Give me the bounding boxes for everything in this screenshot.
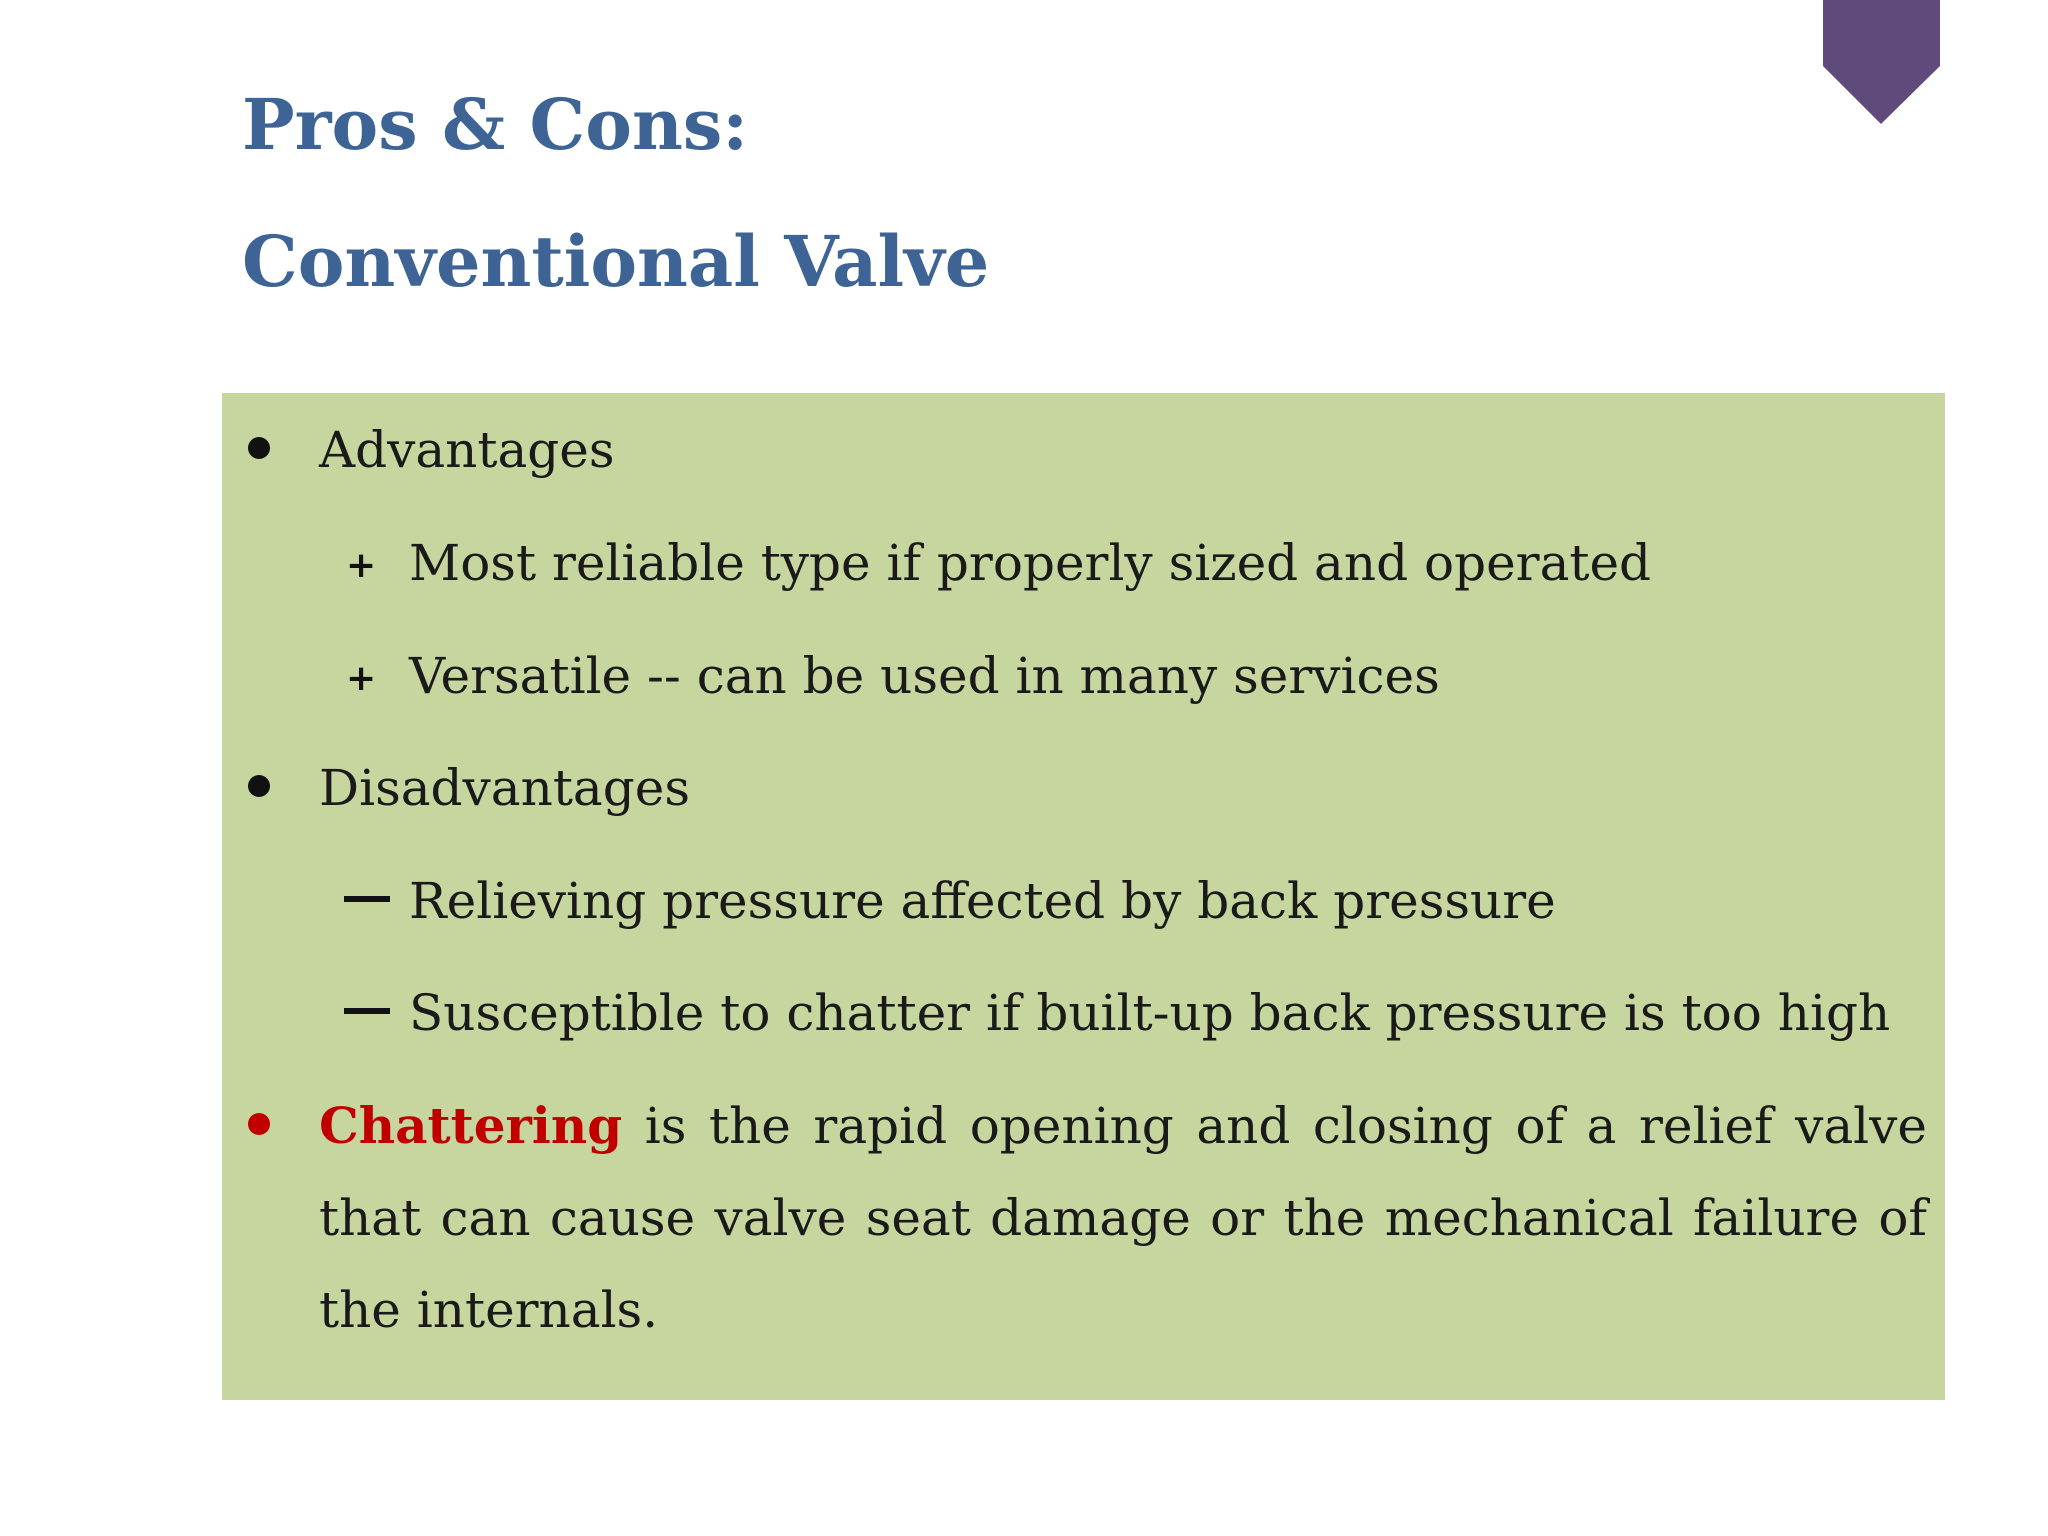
bullet-icon bbox=[248, 775, 270, 797]
content-box bbox=[222, 393, 1945, 1400]
plus-icon: + bbox=[346, 658, 377, 699]
disadvantage-text: Relieving pressure affected by back pressure bbox=[409, 872, 1556, 930]
plus-icon: + bbox=[346, 545, 377, 586]
disadvantage-text: Susceptible to chatter if built-up back pressure is too high bbox=[409, 984, 1891, 1042]
advantage-text: Most reliable type if properly sized and operated bbox=[409, 534, 1652, 592]
bullet-icon bbox=[248, 1113, 270, 1135]
advantage-text: Versatile -- can be used in many services bbox=[409, 647, 1440, 705]
slide-subtitle: Conventional Valve bbox=[242, 220, 990, 303]
bullet-icon bbox=[248, 437, 270, 459]
disadvantages-heading: Disadvantages bbox=[319, 759, 690, 817]
slide-title: Pros & Cons: bbox=[242, 83, 749, 166]
minus-icon bbox=[344, 896, 390, 902]
minus-icon bbox=[344, 1008, 390, 1014]
bookmark-ribbon-icon bbox=[1823, 0, 1940, 124]
definition-term: Chattering bbox=[319, 1096, 623, 1155]
list-item-definition bbox=[222, 1096, 1945, 1381]
definition-paragraph bbox=[319, 1080, 1927, 1356]
advantages-heading: Advantages bbox=[319, 421, 615, 479]
definition-text: is the rapid opening and closing of a relief valve that can cause valve seat damage or the mechanical failure of the internals. bbox=[319, 1097, 1927, 1339]
